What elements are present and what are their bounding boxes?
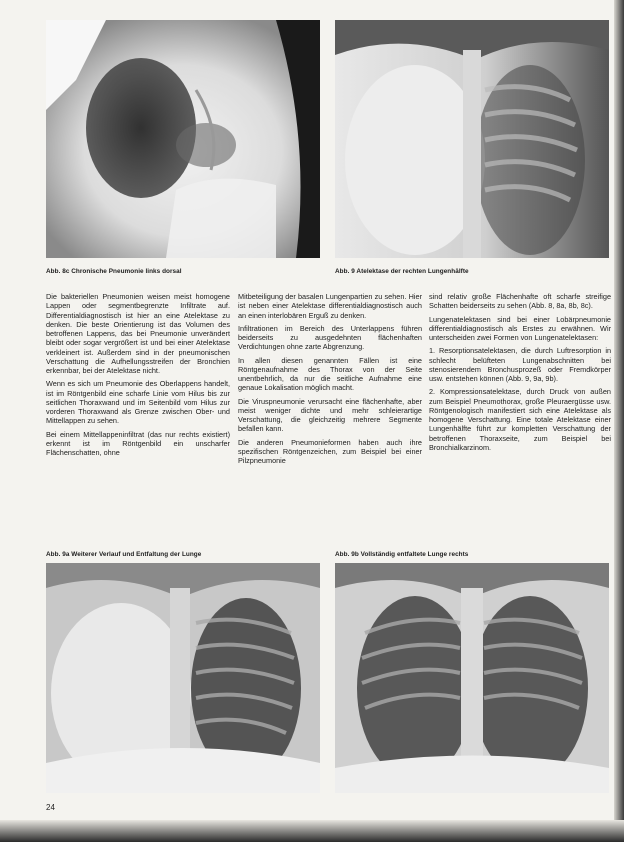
xray-fully-expanded: [335, 563, 609, 793]
figure-caption-8c: Abb. 8c Chronische Pneumonie links dorsal: [46, 268, 182, 275]
xray-atelectasis-right: [335, 20, 609, 258]
paragraph: Infiltrationen im Bereich des Unterlappens führen beiderseits zu ausgedehnten flächenhaften Verdichtungen ohne zarte Abgrenzung.: [238, 323, 422, 352]
text-column-2: [238, 292, 422, 469]
figure-caption-9b: Abb. 9b Vollständig entfaltete Lunge rechts: [335, 551, 469, 558]
paragraph: Lungenatelektasen sind bei einer Lobärpneumonie differentialdiagnostisch als Erstes zu erwähnen. Wir unterscheiden zwei Formen von Lungenatelektasen:: [429, 314, 611, 342]
text-column-3: [429, 292, 611, 456]
xray-lateral-chest: [46, 20, 320, 258]
figure-caption-9: Abb. 9 Atelektase der rechten Lungenhälfte: [335, 268, 469, 275]
paragraph: In allen diesen genannten Fällen ist eine Röntgenaufnahme des Thorax von der Seite unentbehrlich, da nur die seitliche Aufnahme eine genaue Lokalisation möglich macht.: [238, 355, 422, 393]
paragraph: 1. Resorptionsatelektasen, die durch Luftresorption in schlecht belüfteten Lungenabschnitten bei stenosierendem Bronchusprozeß oder Fremdkörper usw. entstehen können (Abb. 9, 9a, 9b).: [429, 346, 611, 383]
paragraph: Die anderen Pneumonieformen haben auch ihre spezifischen Röntgenzeichen, zum Beispiel bei einer Pilzpneumonie: [238, 437, 422, 465]
paragraph: Bei einem Mittellappeninfiltrat (das nur rechts existiert) erkennt ist im Röntgenbild ein unscharfer Flächenschatten, ohne: [46, 429, 230, 457]
paragraph: Die Viruspneumonie verursacht eine flächenhafte, aber meist weniger dichte und mehr schleierartige Verschattung, die gleichzeitig mehrere Segmente befallen kann.: [238, 396, 422, 434]
page-bottom-shadow: [0, 820, 624, 842]
page-edge-shadow: [614, 0, 624, 842]
paragraph: 2. Kompressionsatelektase, durch Druck von außen zum Beispiel Pneumothorax, große Pleuraergüsse usw. Röntgenologisch manifestiert sich eine Atelektase als homogene Verschattung. Eine totale Atelektase einer Lungenhälfte führt zur kompletten Verschattung der betroffenen Thoraxseite, zum Beispiel bei Bronchialkarzinom.: [429, 387, 611, 452]
paragraph: sind relativ große Flächenhafte oft scharfe streifige Schatten beiderseits zu sehen (Abb. 8, 8a, 8b, 8c).: [429, 292, 611, 311]
text-column-1: [46, 292, 230, 461]
figure-caption-9a: Abb. 9a Weiterer Verlauf und Entfaltung der Lunge: [46, 551, 202, 558]
page-number: 24: [46, 803, 55, 812]
paragraph: Mitbeteiligung der basalen Lungenpartien zu sehen. Hier ist neben einer Atelektase differentialdiagnostisch auch an einen interlobären Erguß zu denken.: [238, 292, 422, 320]
paragraph: Die bakteriellen Pneumonien weisen meist homogene Lappen oder segmentbegrenzte Infiltrate auf. Differentialdiagnostisch ist hier an eine Atelektase zu denken. Die beste Orientierung ist das Volumen des betroffenen Lappens, das bei Pneumonie unverändert bleibt oder sogar vergrößert ist und bei einer Atelektase verkleinert ist. Außerdem sind in der pneumonischen Verschattung die Aufhellungsstreifen der Bronchien erkennbar, bei der Atelektase nicht.: [46, 292, 230, 375]
paragraph: Wenn es sich um Pneumonie des Oberlappens handelt, ist im Röntgenbild eine scharfe Linie vom Hilus bis zur seitlichen Thoraxwand und im Seitenbild vom Hilus zur vorderen Thoraxwand als Grenze zwischen Ober- und Mittellappen zu sehen.: [46, 379, 230, 426]
xray-reexpansion: [46, 563, 320, 793]
